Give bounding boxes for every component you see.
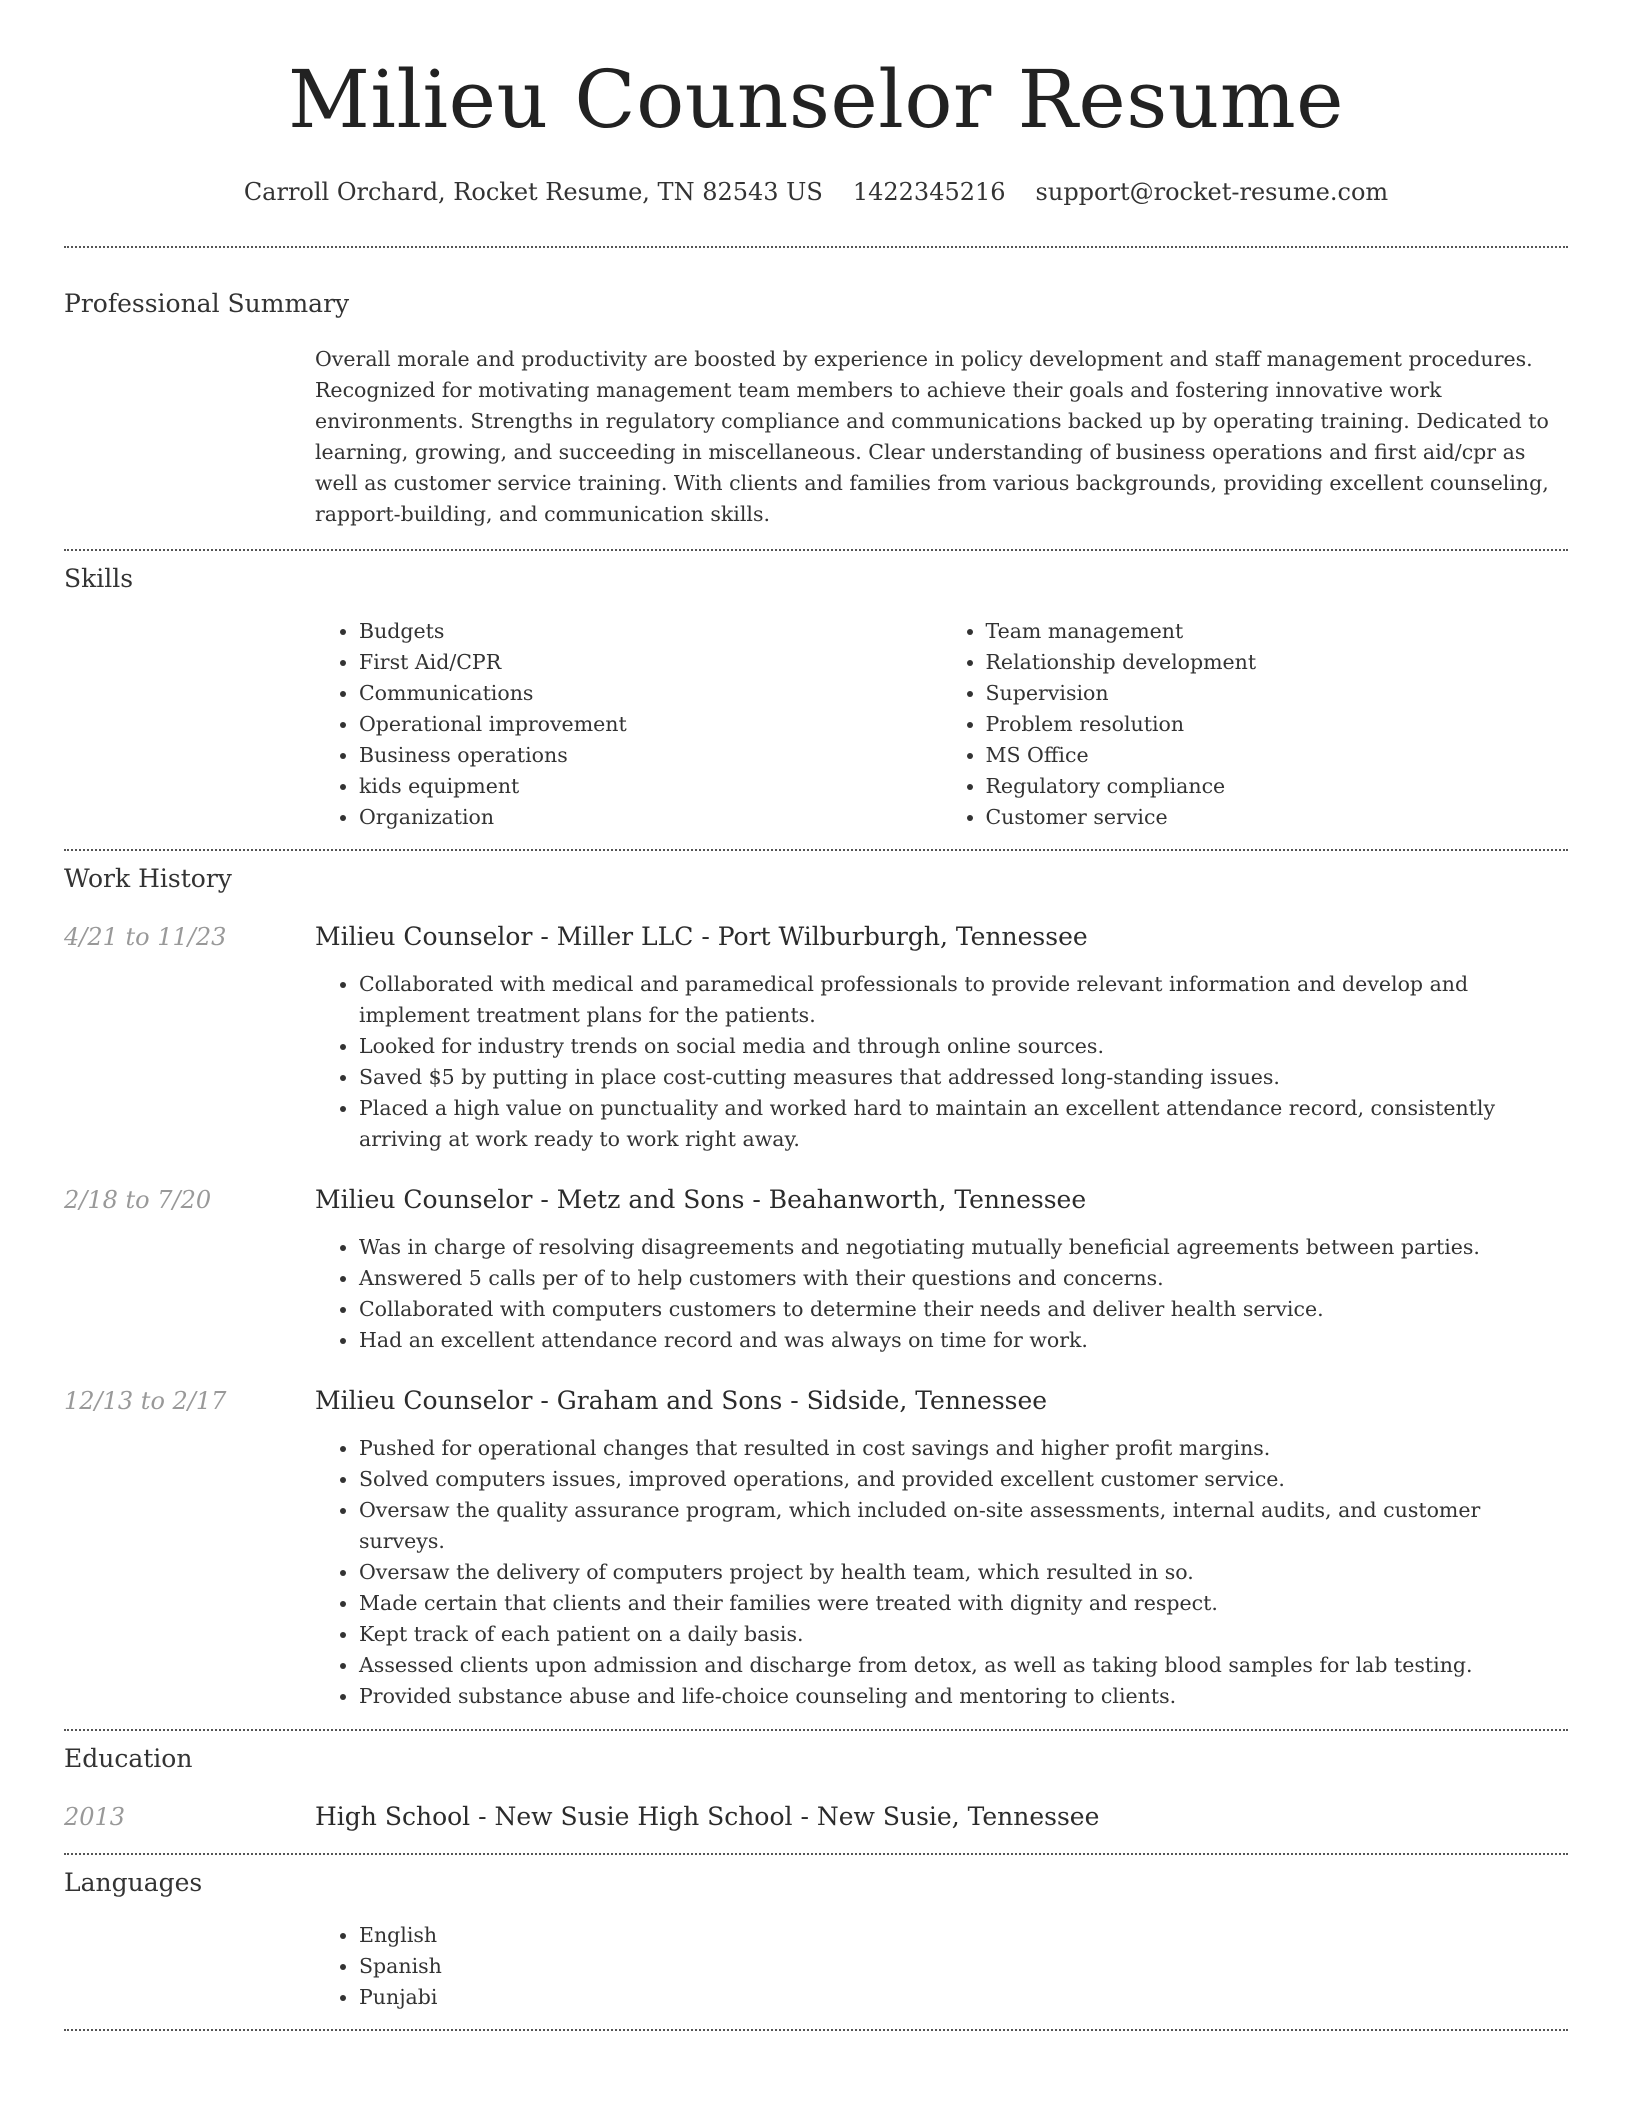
- skills-heading: Skills: [64, 564, 134, 593]
- resume-page: [64, 0, 1568, 2031]
- job-bullet: • Placed a high value on punctuality and worked hard to maintain an excellent attendance record, consistently arriving at work ready to work right away.: [359, 1093, 1568, 1155]
- summary-heading: Professional Summary: [64, 289, 350, 318]
- skill-item: • MS Office: [986, 740, 1569, 771]
- job-bullets: [315, 969, 1568, 1155]
- job-bullet: • Oversaw the quality assurance program, which included on-site assessments, internal audits, and customer surveys.: [359, 1495, 1568, 1557]
- skills-section: [64, 551, 1568, 833]
- job-bullets: [315, 1433, 1568, 1712]
- job-bullet: • Answered 5 calls per of to help customers with their questions and concerns.: [359, 1263, 1568, 1294]
- job-bullet: • Made certain that clients and their families were treated with dignity and respect.: [359, 1588, 1568, 1619]
- skill-item: • First Aid/CPR: [359, 647, 942, 678]
- skill-item: • Regulatory compliance: [986, 771, 1569, 802]
- languages-section: [64, 1855, 1568, 2013]
- skill-item: • Team management: [986, 616, 1569, 647]
- skill-item: • Budgets: [359, 616, 942, 647]
- skill-item: • Customer service: [986, 802, 1569, 833]
- language-item: • Punjabi: [359, 1982, 1568, 2013]
- summary-text: Overall morale and productivity are boosted by experience in policy development and staff management procedures. Recognized for motivating management team members to achieve their goals and fostering innovative work environments. Strengths in regulatory compliance and communications backed up by operating training. Dedicated to learning, growing, and succeeding in miscellaneous. Clear understanding of business operations and first aid/cpr as well as customer service training. With clients and families from various backgrounds, providing excellent counseling, rapport-building, and communication skills.: [315, 347, 1549, 526]
- job-bullet: • Kept track of each patient on a daily basis.: [359, 1619, 1568, 1650]
- education-title: High School - New Susie High School - New Susie, Tennessee: [315, 1802, 1100, 1831]
- job-title: Milieu Counselor - Graham and Sons - Sidside, Tennessee: [315, 1386, 1048, 1415]
- job-dates: 2/18 to 7/20: [64, 1186, 212, 1214]
- skill-item: • Business operations: [359, 740, 942, 771]
- skill-item: • Problem resolution: [986, 709, 1569, 740]
- job-bullet: • Solved computers issues, improved operations, and provided excellent customer service.: [359, 1464, 1568, 1495]
- work-heading: Work History: [64, 864, 232, 893]
- skill-item: • Organization: [359, 802, 942, 833]
- job-bullet: • Was in charge of resolving disagreements and negotiating mutually beneficial agreements between parties.: [359, 1232, 1568, 1263]
- language-item: • English: [359, 1920, 1568, 1951]
- job-bullet: • Oversaw the delivery of computers project by health team, which resulted in so.: [359, 1557, 1568, 1588]
- section-divider: [64, 2029, 1568, 2031]
- skill-item: • Communications: [359, 678, 942, 709]
- job-bullet: • Looked for industry trends on social media and through online sources.: [359, 1031, 1568, 1062]
- job-bullet: • Collaborated with computers customers to determine their needs and deliver health service.: [359, 1294, 1568, 1325]
- job-bullet: • Collaborated with medical and paramedical professionals to provide relevant information and develop and implement treatment plans for the patients.: [359, 969, 1568, 1031]
- education-section: [64, 1731, 1568, 1833]
- work-section: [64, 851, 1568, 1712]
- job-entry: [64, 921, 1568, 1155]
- job-title: Milieu Counselor - Miller LLC - Port Wilburburgh, Tennessee: [315, 922, 1088, 951]
- job-bullet: • Assessed clients upon admission and discharge from detox, as well as taking blood samples for lab testing.: [359, 1650, 1568, 1681]
- contact-line: [64, 176, 1568, 208]
- contact-email: support@rocket-resume.com: [1035, 178, 1389, 206]
- skill-item: • Operational improvement: [359, 709, 942, 740]
- skill-item: • Supervision: [986, 678, 1569, 709]
- job-dates: 12/13 to 2/17: [64, 1387, 227, 1415]
- job-bullet: • Pushed for operational changes that resulted in cost savings and higher profit margins.: [359, 1433, 1568, 1464]
- education-entry: [64, 1801, 1568, 1833]
- languages-heading: Languages: [64, 1868, 203, 1897]
- job-entry: [64, 1184, 1568, 1356]
- job-bullet: • Provided substance abuse and life-choice counseling and mentoring to clients.: [359, 1681, 1568, 1712]
- skill-item: • kids equipment: [359, 771, 942, 802]
- contact-address: Carroll Orchard, Rocket Resume, TN 82543 US: [243, 178, 823, 206]
- skill-item: • Relationship development: [986, 647, 1569, 678]
- summary-section: [64, 248, 1568, 530]
- resume-title: Milieu Counselor Resume: [287, 53, 1345, 146]
- contact-phone: 1422345216: [852, 178, 1006, 206]
- skills-list-right: [942, 616, 1569, 833]
- job-entry: [64, 1385, 1568, 1712]
- job-bullet: • Had an excellent attendance record and was always on time for work.: [359, 1325, 1568, 1356]
- education-heading: Education: [64, 1744, 193, 1773]
- language-item: • Spanish: [359, 1951, 1568, 1982]
- education-year: 2013: [64, 1803, 126, 1831]
- languages-list: [315, 1920, 1568, 2013]
- skills-grid: [315, 616, 1568, 833]
- job-dates: 4/21 to 11/23: [64, 923, 227, 951]
- job-bullets: [315, 1232, 1568, 1356]
- job-bullet: • Saved $5 by putting in place cost-cutting measures that addressed long-standing issues.: [359, 1062, 1568, 1093]
- skills-list-left: [315, 616, 942, 833]
- job-title: Milieu Counselor - Metz and Sons - Beahanworth, Tennessee: [315, 1185, 1087, 1214]
